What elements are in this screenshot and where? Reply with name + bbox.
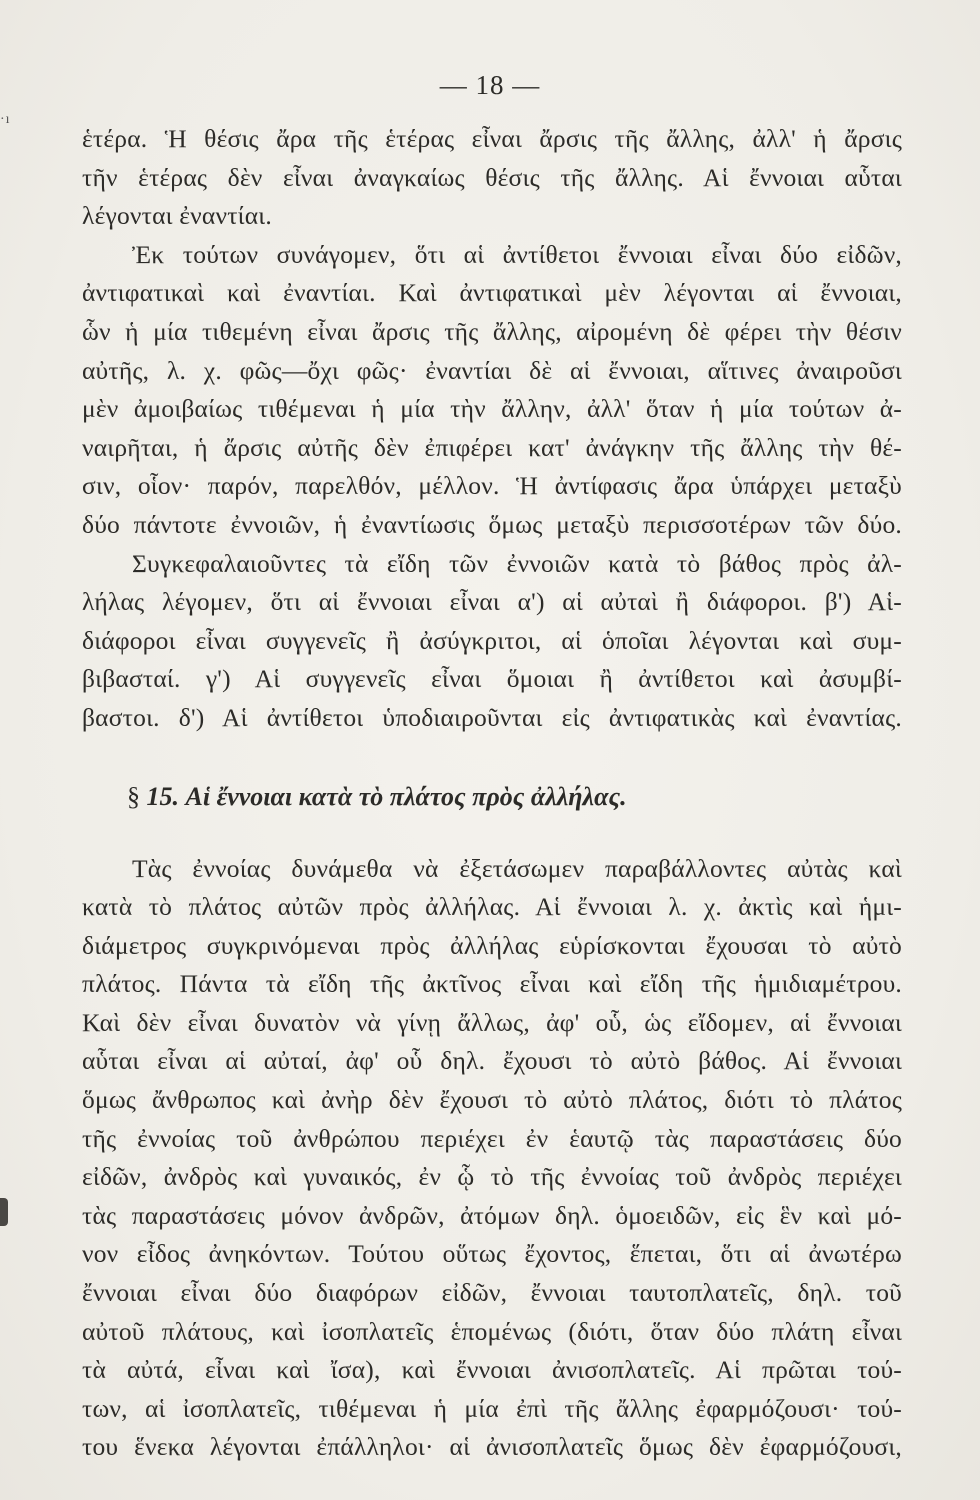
- paragraph-2: [82, 236, 902, 545]
- text-line: ἔννοιαι εἶναι δύο διαφόρων εἰδῶν, ἔννοιαι ταυτοπλατεῖς, δηλ. τοῦ: [82, 1278, 902, 1308]
- paragraph-4: [82, 850, 902, 1468]
- paragraph-3: [82, 545, 902, 738]
- text-line: ὅμως ἄνθρωπος καὶ ἀνὴρ δὲν ἔχουσι τὸ αὐτὸ πλάτος, διότι τὸ πλάτος: [82, 1085, 902, 1115]
- text-line: τὰ αὐτά, εἶναι καὶ ἴσα), καὶ ἔννοιαι ἀνισοπλατεῖς. Αἱ πρῶται τού-: [82, 1355, 902, 1385]
- text-line: Καὶ δὲν εἶναι δυνατὸν νὰ γίνῃ ἄλλως, ἀφ' οὗ, ὡς εἴδομεν, αἱ ἔννοιαι: [82, 1007, 902, 1037]
- text-line: βιβασταί. γ') Αἱ συγγενεῖς εἶναι ὅμοιαι ἢ ἀντίθετοι καὶ ἀσυμβί-: [82, 664, 902, 694]
- text-line: ναιρῆται, ἡ ἄρσις αὐτῆς δὲν ἐπιφέρει κατ' ἀνάγκην τῆς ἄλλης τὴν θέ-: [82, 432, 902, 462]
- page-number: — 18 —: [439, 70, 541, 100]
- text-line: αὗται εἶναι αἱ αὐταί, ἀφ' οὗ δηλ. ἔχουσι τὸ αὐτὸ βάθος. Αἱ ἔννοιαι: [82, 1046, 902, 1076]
- text-line: ἀντιφατικαὶ καὶ ἐναντίαι. Καὶ ἀντιφατικαὶ μὲν λέγονται αἱ ἔννοιαι,: [82, 278, 902, 308]
- text-line: λήλας λέγομεν, ὅτι αἱ ἔννοιαι εἶναι α') αἱ αὐταὶ ἢ διάφοροι. β') Αἱ-: [82, 587, 902, 617]
- margin-ink-blot: [0, 1198, 8, 1226]
- text-line: νον εἶδος ἀνηκόντων. Τούτου οὕτως ἔχοντος, ἕπεται, ὅτι αἱ ἀνωτέρω: [82, 1239, 902, 1269]
- section-heading: [82, 772, 902, 822]
- section-symbol: §: [127, 781, 140, 811]
- text-line: δύο πάντοτε ἐννοιῶν, ἡ ἐναντίωσις ὅμως μεταξὺ περισσοτέρων τῶν δύο.: [82, 509, 902, 539]
- section-number: 15.: [146, 781, 179, 811]
- text-line: διάμετρος συγκρινόμεναι πρὸς ἀλλήλας εὑρίσκονται ἔχουσαι τὸ αὐτὸ: [82, 930, 902, 960]
- text-line: Ἐκ τούτων συνάγομεν, ὅτι αἱ ἀντίθετοι ἔννοιαι εἶναι δύο εἰδῶν,: [132, 239, 902, 269]
- text-line: Τὰς ἐννοίας δυνάμεθα νὰ ἐξετάσωμεν παραβάλλοντες αὐτὰς καὶ: [132, 853, 902, 883]
- text-line: κατὰ τὸ πλάτος αὐτῶν πρὸς ἀλλήλας. Αἱ ἔννοιαι λ. χ. ἀκτὶς καὶ ἡμι-: [82, 892, 902, 922]
- text-line: τῆς ἐννοίας τοῦ ἀνθρώπου περιέχει ἐν ἑαυτῷ τὰς παραστάσεις δύο: [82, 1123, 902, 1153]
- text-line: αὐτῆς, λ. χ. φῶς—ὄχι φῶς· ἐναντίαι δὲ αἱ ἔννοιαι, αἵτινες ἀναιροῦσι: [82, 355, 902, 385]
- text-line: εἰδῶν, ἀνδρὸς καὶ γυναικός, ἐν ᾧ τὸ τῆς ἐννοίας τοῦ ἀνδρὸς περιέχει: [82, 1162, 902, 1192]
- text-line: ἑτέρα. Ἡ θέσις ἄρα τῆς ἑτέρας εἶναι ἄρσις τῆς ἄλλης, ἀλλ' ἡ ἄρσις: [82, 124, 902, 153]
- text-line: διάφοροι εἶναι συγγενεῖς ἢ ἀσύγκριτοι, αἱ ὁποῖαι λέγονται καὶ συμ-: [82, 625, 902, 655]
- section-title: Αἱ ἔννοιαι κατὰ τὸ πλάτος πρὸς ἀλλήλας.: [185, 781, 627, 811]
- text-line: βαστοι. δ') Αἱ ἀντίθετοι ὑποδιαιροῦνται εἰς ἀντιφατικὰς καὶ ἐναντίας.: [82, 702, 902, 732]
- margin-mark: ·ı: [0, 112, 11, 127]
- text-line: των, αἱ ἰσοπλατεῖς, τιθέμεναι ἡ μία ἐπὶ τῆς ἄλλης ἐφαρμόζουσι· τού-: [82, 1393, 902, 1423]
- text-line: σιν, οἷον· παρόν, παρελθόν, μέλλον. Ἡ ἀντίφασις ἄρα ὑπάρχει μεταξὺ: [82, 471, 902, 501]
- text-line: λέγονται ἐναντίαι.: [82, 201, 272, 231]
- text-line: πλάτος. Πάντα τὰ εἴδη τῆς ἀκτῖνος εἶναι καὶ εἴδη τῆς ἡμιδιαμέτρου.: [82, 969, 902, 999]
- body-text: [82, 120, 902, 1467]
- text-line: μὲν ἀμοιβαίως τιθέμεναι ἡ μία τὴν ἄλλην, ἀλλ' ὅταν ἡ μία τούτων ἀ-: [82, 394, 902, 424]
- text-line: τὰς παραστάσεις μόνον ἀνδρῶν, ἀτόμων δηλ. ὁμοειδῶν, εἰς ἓν καὶ μό-: [82, 1200, 902, 1230]
- text-line: Συγκεφαλαιοῦντες τὰ εἴδη τῶν ἐννοιῶν κατὰ τὸ βάθος πρὸς ἀλ-: [132, 548, 902, 578]
- text-line: ὧν ἡ μία τιθεμένη εἶναι ἄρσις τῆς ἄλλης, αἰρομένη δὲ φέρει τὴν θέσιν: [82, 316, 902, 346]
- paragraph-1: [82, 120, 902, 236]
- text-line: αὐτοῦ πλάτους, καὶ ἰσοπλατεῖς ἑπομένως (διότι, ὅταν δύο πλάτη εἶναι: [82, 1316, 902, 1346]
- text-line: του ἕνεκα λέγονται ἐπάλληλοι· αἱ ἀνισοπλατεῖς ὅμως δὲν ἐφαρμόζουσι,: [82, 1432, 902, 1462]
- text-line: τῆν ἑτέρας δὲν εἶναι ἀναγκαίως θέσις τῆς ἄλλης. Αἱ ἔννοιαι αὗται: [82, 162, 902, 192]
